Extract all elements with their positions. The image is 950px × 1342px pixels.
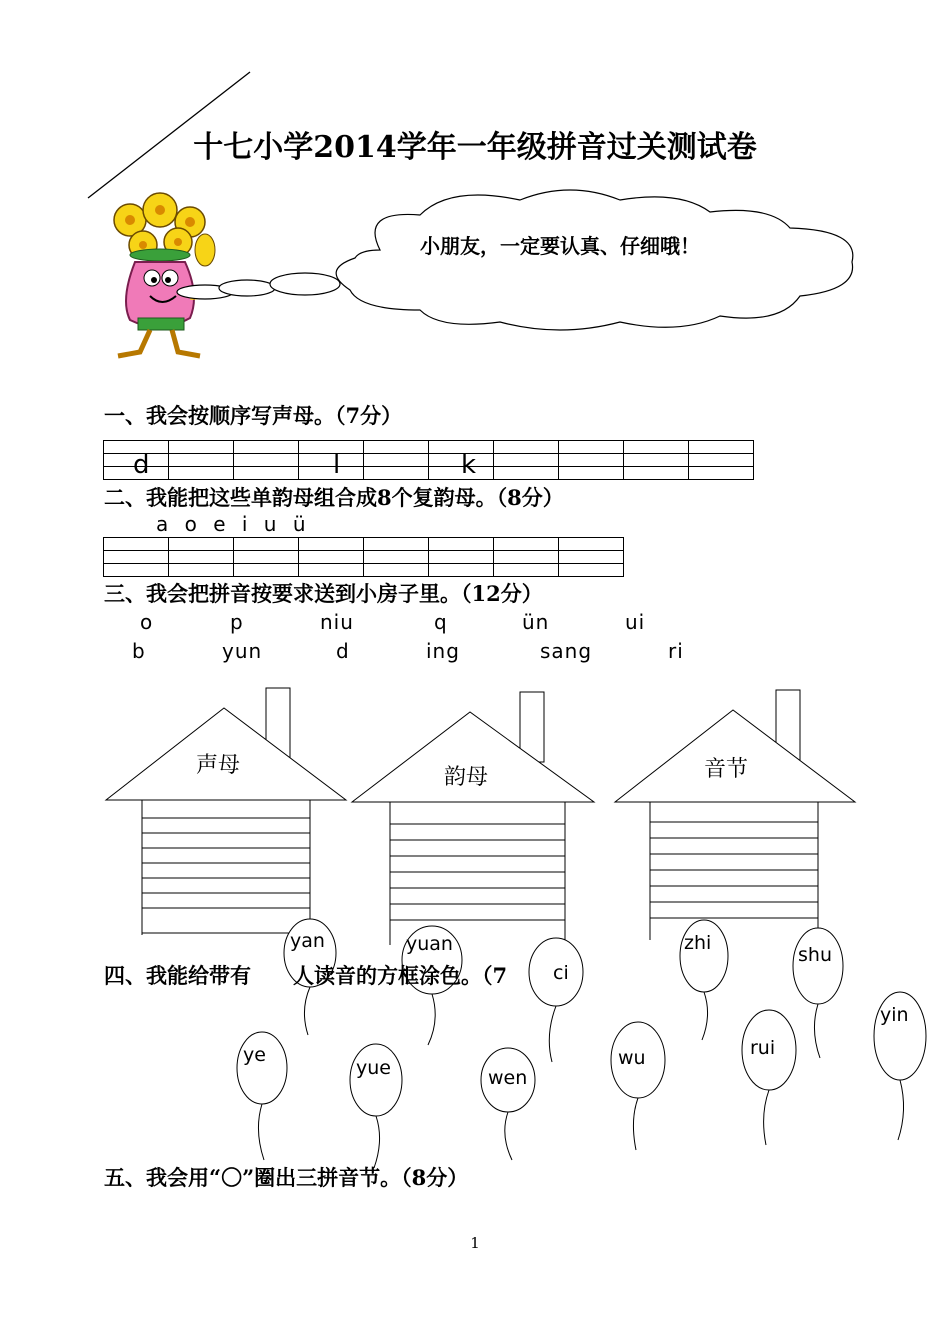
balloon-label-yue[interactable]: yue [356,1057,391,1079]
balloon-shu [793,928,843,1004]
pinyin-yun: yun [222,639,263,663]
grid-letter-d: d [133,450,150,480]
section2-writing-grid [103,537,624,577]
balloon-label-yin[interactable]: yin [880,1004,909,1026]
balloon-label-wu[interactable]: wu [618,1047,646,1069]
pinyin-niu: niu [320,610,354,634]
pinyin-un: ün [522,610,550,634]
section3-heading: 三、我会把拼音按要求送到小房子里。（12分） [104,581,543,606]
page-number: 1 [470,1234,480,1252]
house-shengmu [106,688,346,935]
pinyin-o: o [140,610,154,634]
balloon-zhi [680,920,728,992]
house-yinjie [615,690,855,940]
balloon-label-zhi[interactable]: zhi [684,932,712,954]
speech-bubble-text: 小朋友，一定要认真、仔细哦！ [420,234,700,258]
house-label-shengmu: 声母 [196,753,241,778]
pinyin-ui: ui [625,610,646,634]
house-yunmu [352,692,594,945]
grid-letter-k: k [461,450,477,480]
pinyin-ri: ri [668,639,684,663]
balloon-yue [350,1044,402,1116]
section5-heading: 五、我会用“〇”圈出三拼音节。（8分） [104,1165,469,1190]
pinyin-sang: sang [540,639,593,663]
pinyin-q: q [434,610,448,634]
page-title: 十七小学2014学年一年级拼音过关测试卷 [193,130,757,165]
balloon-label-shu[interactable]: shu [798,944,832,966]
section1-writing-grid [103,440,754,480]
speech-cloud [177,190,853,330]
section4-heading: 四、我能给带有 人读音的方框涂色。（7 [104,963,508,988]
section2-heading: 二、我能把这些单韵母组合成8个复韵母。（8分） [104,485,564,510]
section2-vowels: a o e i u ü [156,512,307,536]
balloon-label-ye[interactable]: ye [243,1044,266,1066]
grid-letter-l: l [333,450,341,480]
balloon-label-rui[interactable]: rui [750,1037,776,1059]
pinyin-d: d [336,639,350,663]
balloon-label-wen[interactable]: wen [488,1067,528,1089]
balloon-label-yuan[interactable]: yuan [406,933,453,955]
balloon-ye [237,1032,287,1104]
mascot-illustration [114,193,230,356]
pinyin-ing: ing [426,639,460,663]
house-label-yunmu: 韵母 [444,765,489,790]
pinyin-p: p [230,610,244,634]
section1-heading: 一、我会按顺序写声母。（7分） [104,403,403,428]
balloon-label-yan[interactable]: yan [290,930,325,952]
balloon-label-ci[interactable]: ci [553,962,569,984]
house-label-yinjie: 音节 [704,757,749,782]
pinyin-b: b [132,639,146,663]
